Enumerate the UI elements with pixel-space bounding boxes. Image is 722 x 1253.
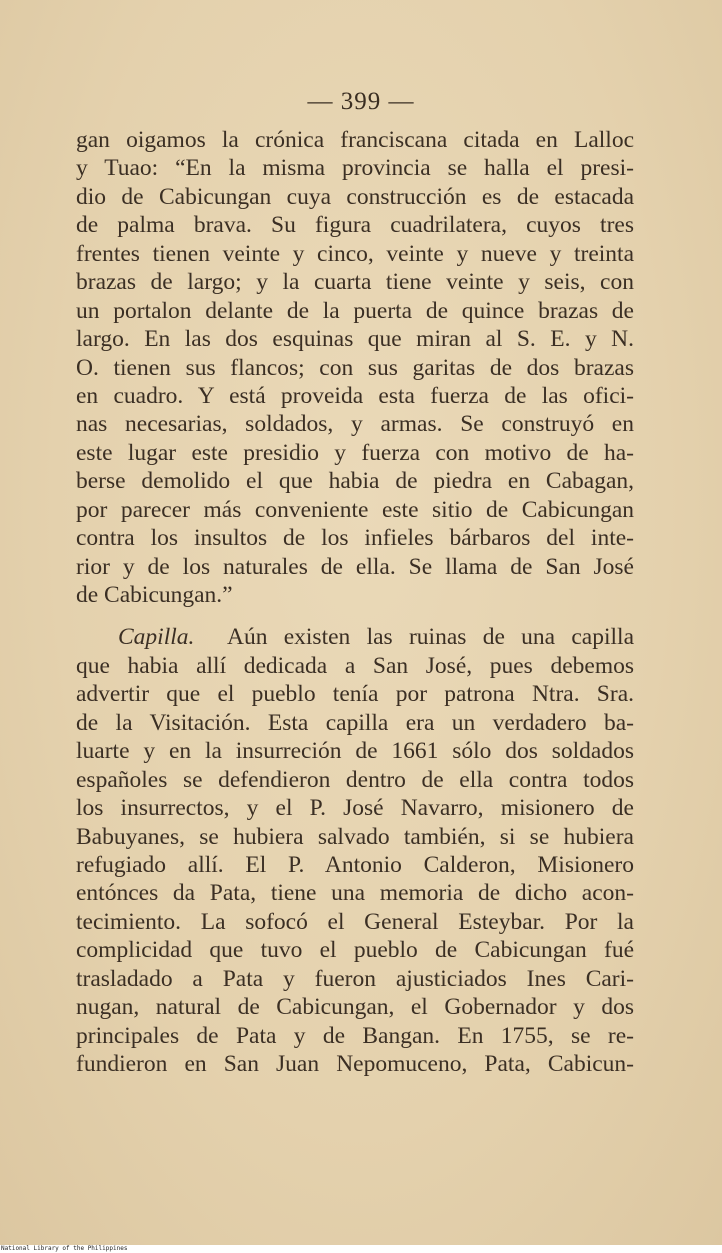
text-line: de la Visitación. Esta capilla era un verdadero ba- <box>76 709 634 736</box>
text-line: principales de Pata y de Bangan. En 1755, se re- <box>76 1022 634 1049</box>
text-line: advertir que el pueblo tenía por patrona Ntra. Sra. <box>76 681 634 708</box>
paragraph-first-line <box>76 623 634 651</box>
text-line: y Tuao: “En la misma provincia se halla el presi- <box>76 155 634 182</box>
text-line: españoles se defendieron dentro de ella contra todos <box>76 766 634 793</box>
text-line: rior y de los naturales de ella. Se llama de San José <box>76 553 634 580</box>
text-line: frentes tienen veinte y cinco, veinte y nueve y treinta <box>76 240 634 267</box>
text-line: dio de Cabicungan cuya construcción es de estacada <box>76 183 634 210</box>
paragraph-2 <box>76 623 634 1078</box>
text-line: gan oigamos la crónica franciscana citada en Lalloc <box>76 127 634 153</box>
text-line: contra los insultos de los infieles bárbaros del inte- <box>76 525 634 552</box>
text-line: O. tienen sus flancos; con sus garitas de dos brazas <box>76 354 634 381</box>
text-line: un portalon delante de la puerta de quince brazas de <box>76 297 634 324</box>
library-attribution: National Library of the Philippines <box>1 1245 128 1252</box>
text-line: refugiado allí. El P. Antonio Calderon, Misionero <box>76 851 634 878</box>
text-line: en cuadro. Y está proveida esta fuerza de las ofici- <box>76 382 634 409</box>
body-text <box>76 126 634 1078</box>
text-line: entónces da Pata, tiene una memoria de dicho acon- <box>76 880 634 907</box>
text-line: Babuyanes, se hubiera salvado también, si se hubiera <box>76 823 634 850</box>
text-line: de Cabicungan.” <box>76 582 233 608</box>
text-line: nugan, natural de Cabicungan, el Gobernador y dos <box>76 994 634 1021</box>
paragraph-gap <box>76 609 634 623</box>
section-heading: Capilla. <box>118 624 195 651</box>
text-line: los insurrectos, y el P. José Navarro, misionero de <box>76 795 634 822</box>
paragraph-1 <box>76 126 634 609</box>
text-line: luarte y en la insurreción de 1661 sólo dos soldados <box>76 738 634 765</box>
text-line: tecimiento. La sofocó el General Esteybar. Por la <box>76 908 634 935</box>
text-line: de palma brava. Su figura cuadrilatera, cuyos tres <box>76 212 634 239</box>
text-line: trasladado a Pata y fueron ajusticiados Ines Cari- <box>76 965 634 992</box>
text-line: brazas de largo; y la cuarta tiene veinte y seis, con <box>76 269 634 296</box>
text-line: complicidad que tuvo el pueblo de Cabicungan fué <box>76 937 634 964</box>
text-line: largo. En las dos esquinas que miran al S. E. y N. <box>76 326 634 353</box>
text-line: por parecer más conveniente este sitio de Cabicungan <box>76 496 634 523</box>
text-line: este lugar este presidio y fuerza con motivo de ha- <box>76 439 634 466</box>
text-line: fundieron en San Juan Nepomuceno, Pata, Cabicun- <box>76 1051 634 1077</box>
text-line: nas necesarias, soldados, y armas. Se construyó en <box>76 411 634 438</box>
text-fragment: Aún existen las ruinas de una capilla <box>226 624 635 651</box>
text-line: berse demolido el que habia de piedra en Cabagan, <box>76 468 634 495</box>
page-number: — 399 — <box>307 88 415 115</box>
text-line: que habia allí dedicada a San José, pues debemos <box>76 652 634 679</box>
